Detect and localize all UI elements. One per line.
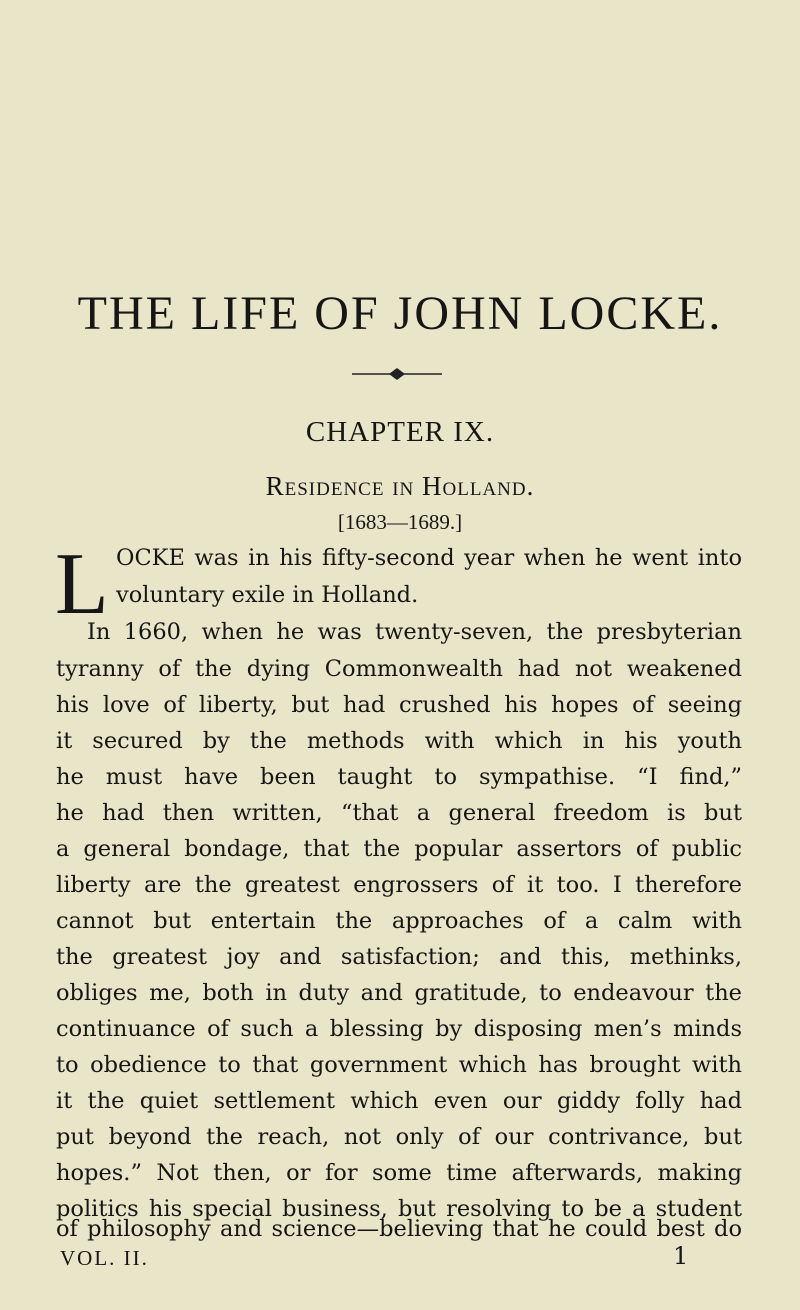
text-line: of philosophy and science—believing that he could best do xyxy=(56,1216,742,1242)
book-title: THE LIFE OF JOHN LOCKE. xyxy=(77,287,723,340)
text-line: liberty are the greatest engrossers of it too. I therefore xyxy=(56,872,742,898)
text-line: he must have been taught to sympathise. “I find,” xyxy=(56,764,742,790)
text-line: the greatest joy and satisfaction; and this, methinks, xyxy=(56,944,742,970)
text-line: obliges me, both in duty and gratitude, to endeavour the xyxy=(56,980,742,1006)
text-line: voluntary exile in Holland. xyxy=(116,582,419,608)
signature-mark: 1 xyxy=(673,1242,689,1270)
chapter-dates: [1683—1689.] xyxy=(337,510,463,534)
text-line: In 1660, when he was twenty-seven, the presbyterian xyxy=(87,619,742,645)
text-line: tyranny of the dying Commonwealth had not weakened xyxy=(56,656,742,682)
text-line: to obedience to that government which has brought with xyxy=(56,1052,742,1078)
text-line: continuance of such a blessing by disposing men’s minds xyxy=(56,1016,742,1042)
text-line: politics his special business, but resolving to be a student xyxy=(56,1196,742,1222)
text-line: put beyond the reach, not only of our contrivance, but xyxy=(56,1124,742,1150)
text-line: he had then written, “that a general freedom is but xyxy=(56,800,742,826)
text-line: a general bondage, that the popular assertors of public xyxy=(56,836,742,862)
volume-signature: VOL. II. xyxy=(60,1246,149,1270)
text-line: it the quiet settlement which even our giddy folly had xyxy=(56,1088,742,1114)
text-line: cannot but entertain the approaches of a calm with xyxy=(56,908,742,934)
chapter-heading: CHAPTER IX. xyxy=(305,416,495,448)
text-line: his love of liberty, but had crushed his hopes of seeing xyxy=(56,692,742,718)
text-line: it secured by the methods with which in his youth xyxy=(56,728,742,754)
chapter-subtitle: Residence in Holland. xyxy=(265,471,535,501)
text-line: hopes.” Not then, or for some time afterwards, making xyxy=(56,1160,742,1186)
ornament-divider-icon xyxy=(352,367,442,381)
drop-cap: L xyxy=(55,536,109,633)
text-line: OCKE was in his fifty-second year when he went into xyxy=(116,545,742,571)
